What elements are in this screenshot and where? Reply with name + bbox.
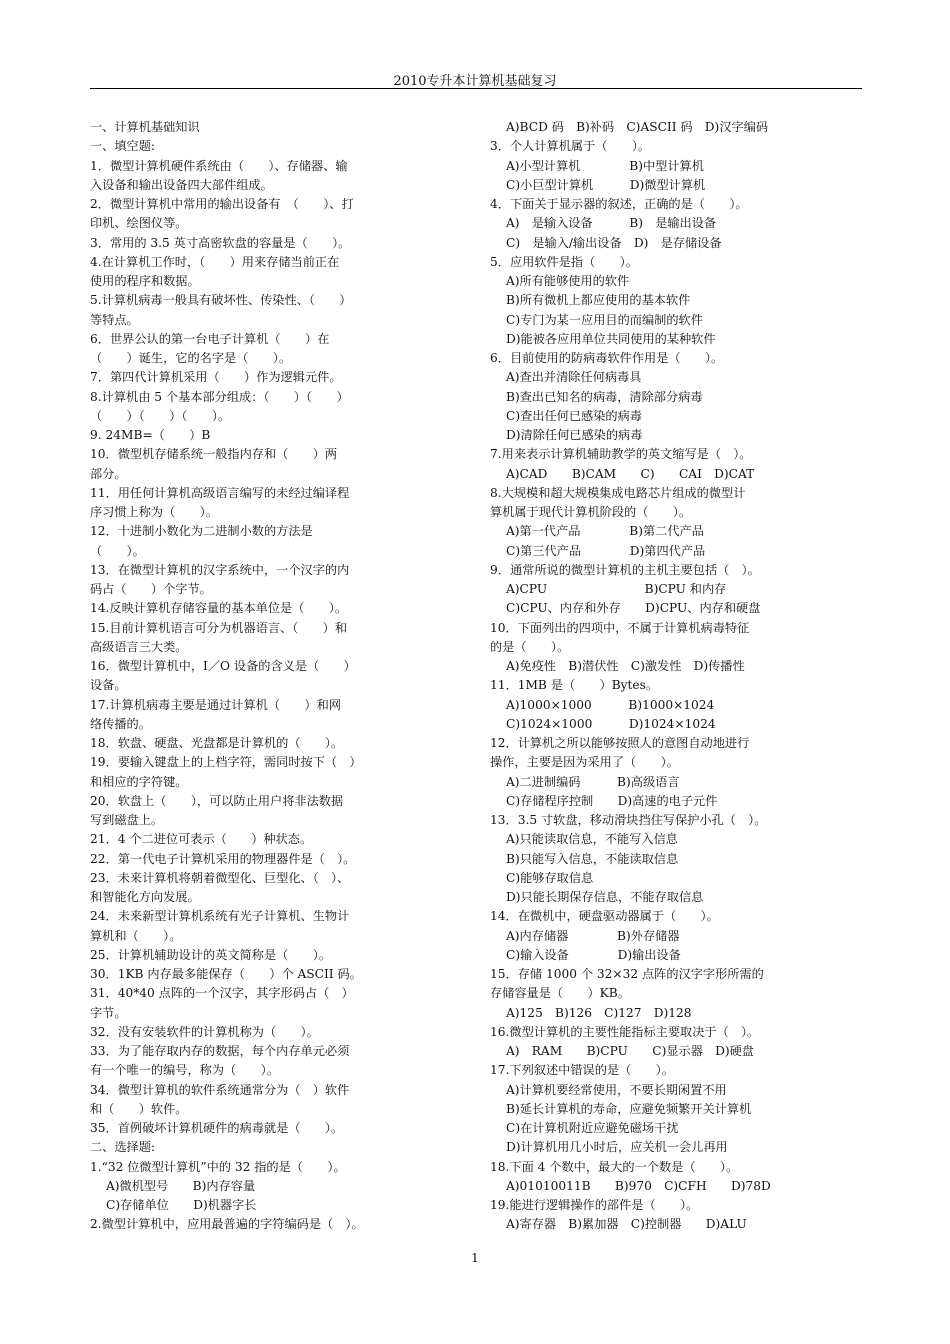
text-line: B)所有微机上都应使用的基本软件 (506, 293, 691, 308)
text-line: 使用的程序和数据。 (90, 274, 200, 288)
text-line: 34．微型计算机的软件系统通常分为（ ）软件 (90, 1082, 350, 1097)
text-line: C)专门为某一应用目的而编制的软件 (506, 312, 703, 327)
text-line: 9．通常所说的微型计算机的主机主要包括（ ）。 (490, 562, 760, 577)
text-line: 高级语言三大类。 (90, 639, 188, 654)
text-line: 1.“32 位微型计算机”中的 32 指的是（ ）。 (90, 1159, 346, 1174)
text-line: 2.微型计算机中，应用最普遍的字符编码是（ ）。 (90, 1217, 364, 1232)
text-line: 35．首例破坏计算机硬件的病毒就是（ ）。 (90, 1121, 344, 1135)
text-line: 一、计算机基础知识 (90, 120, 200, 134)
page-number: 1 (471, 1251, 479, 1265)
text-line: C)存储程序控制 D)高速的电子元件 (506, 793, 718, 808)
text-line: 操作，主要是因为采用了（ ）。 (490, 755, 679, 770)
text-line: A)125 B)126 C)127 D)128 (506, 1005, 692, 1020)
text-line: 和（ ）软件。 (90, 1101, 188, 1116)
text-line: 20．软盘上（ ），可以防止用户将非法数据 (90, 793, 344, 808)
text-line: 16.微型计算机的主要性能指标主要取决于（ ）。 (490, 1024, 760, 1039)
text-line: 二、选择题: (90, 1140, 156, 1155)
text-line: 8.计算机由 5 个基本部分组成：（ ）（ ） (90, 389, 349, 404)
text-line: A)小型计算机 B)中型计算机 (506, 158, 704, 173)
text-line: 33．为了能存取内存的数据，每个内存单元必须 (90, 1044, 350, 1058)
text-line: 入设备和输出设备四大部件组成。 (90, 177, 273, 192)
text-line: 10．下面列出的四项中，不属于计算机病毒特征 (490, 620, 750, 635)
text-line: 设备。 (90, 678, 127, 693)
text-line: 10．微型机存储系统一般指内存和（ ）两 (90, 447, 338, 462)
text-line: 部分。 (90, 466, 127, 481)
text-line: 14.反映计算机存储容量的基本单位是（ ）。 (90, 601, 348, 616)
text-line: 7.用来表示计算机辅助教学的英文缩写是（ ）。 (490, 447, 752, 462)
text-line: A)寄存器 B)累加器 C)控制器 D)ALU (506, 1217, 747, 1232)
text-line: 4.在计算机工作时，（ ）用来存储当前正在 (90, 254, 340, 269)
text-line: 印机、绘图仪等。 (90, 216, 188, 231)
text-line: 13．在微型计算机的汉字系统中，一个汉字的内 (90, 562, 350, 577)
text-line: 19.能进行逻辑操作的部件是（ ）。 (490, 1198, 699, 1212)
page-header-title: 2010专升本计算机基础复习 (393, 74, 557, 89)
text-line: C)能够存取信息 (506, 870, 594, 885)
text-line: A)CAD B)CAM C) CAI D)CAT (506, 466, 755, 481)
text-line: A)CPU B)CPU 和内存 (506, 582, 727, 596)
text-line: 25．计算机辅助设计的英文简称是（ ）。 (90, 947, 331, 962)
text-line: 的是（ ）。 (490, 639, 570, 654)
text-line: 字节。 (90, 1005, 127, 1020)
text-line: 1．微型计算机硬件系统由（ ）、存储器、输 (90, 158, 348, 173)
text-line: （ ）诞生，它的名字是（ ）。 (90, 351, 292, 365)
text-line: A)1000×1000 B)1000×1024 (506, 697, 715, 712)
text-line: 23．未来计算机将朝着微型化、巨型化、（ ）、 (90, 870, 350, 885)
text-line: 14．在微机中，硬盘驱动器属于（ ）。 (490, 909, 719, 924)
text-line: A)所有能够使用的软件 (506, 274, 630, 288)
text-line: （ ）。 (90, 543, 145, 558)
text-line: 9. 24MB=（ ）B (90, 428, 211, 442)
text-line: B)查出已知名的病毒，清除部分病毒 (506, 389, 703, 404)
text-line: A)计算机要经常使用，不要长期闲置不用 (506, 1082, 727, 1097)
text-line: 6．目前使用的防病毒软件作用是（ ）。 (490, 351, 724, 365)
text-line: C)CPU、内存和外存 D)CPU、内存和硬盘 (506, 601, 761, 616)
text-line: A)只能读取信息，不能写入信息 (506, 832, 678, 847)
text-line: 等特点。 (90, 312, 139, 327)
text-line: D)只能长期保存信息，不能存取信息 (506, 890, 704, 904)
text-line: 算机属于现代计算机阶段的（ ）。 (490, 505, 692, 519)
text-line: 和相应的字符键。 (90, 774, 188, 789)
text-line: A)第一代产品 B)第二代产品 (506, 524, 704, 539)
text-line: 32．没有安装软件的计算机称为（ ）。 (90, 1024, 319, 1039)
text-line: 写到磁盘上。 (90, 813, 164, 827)
text-line: A)BCD 码 B)补码 C)ASCII 码 D)汉字编码 (506, 120, 769, 134)
text-line: A)查出并清除任何病毒具 (506, 370, 642, 385)
text-line: C)在计算机附近应避免磁场干扰 (506, 1121, 679, 1135)
text-line: C)输入设备 D)输出设备 (506, 947, 681, 962)
text-line: 有一个唯一的编号，称为（ ）。 (90, 1063, 279, 1078)
text-line: 码占（ ）个字节。 (90, 582, 212, 596)
text-line: 13．3.5 寸软盘，移动滑块挡住写保护小孔（ ）。 (490, 813, 767, 827)
text-line: 19．要输入键盘上的上档字符，需同时按下（ ） (90, 755, 362, 770)
text-line: 31．40*40 点阵的一个汉字，其字形码占（ ） (90, 986, 354, 1001)
text-line: 序习惯上称为（ ）。 (90, 505, 218, 519)
text-line: A) RAM B)CPU C)显示器 D)硬盘 (506, 1044, 754, 1058)
text-line: 12．十进制小数化为二进制小数的方法是 (90, 524, 313, 539)
text-line: A)免疫性 B)潜伏性 C)激发性 D)传播性 (506, 659, 745, 673)
text-line: 3．个人计算机属于（ ）。 (490, 139, 651, 154)
text-line: 11．1MB 是（ ）Bytes。 (490, 678, 659, 693)
text-line: 12．计算机之所以能够按照人的意图自动地进行 (490, 736, 750, 750)
text-line: B)只能写入信息，不能读取信息 (506, 851, 679, 866)
text-line: B)延长计算机的寿命，应避免频繁开关计算机 (506, 1101, 752, 1116)
text-line: D)清除任何已感染的病毒 (506, 428, 643, 442)
text-line: 22．第一代电子计算机采用的物理器件是（ ）。 (90, 851, 356, 866)
text-line: 24．未来新型计算机系统有光子计算机、生物计 (90, 909, 350, 924)
text-line: C) 是输入/输出设备 D) 是存储设备 (506, 235, 722, 250)
text-line: C)1024×1000 D)1024×1024 (506, 716, 716, 731)
text-line: 3．常用的 3.5 英寸高密软盘的容量是（ ）。 (90, 235, 351, 250)
text-line: 18．软盘、硬盘、光盘都是计算机的（ ）。 (90, 736, 344, 750)
text-line: D)计算机用几小时后，应关机一会儿再用 (506, 1140, 728, 1155)
text-line: 和智能化方向发展。 (90, 890, 200, 904)
text-line: 存储容量是（ ）KB。 (490, 986, 630, 1001)
left-text-column (90, 118, 395, 1235)
text-line: C)查出任何已感染的病毒 (506, 408, 642, 423)
text-line: C)存储单位 D)机器字长 (106, 1198, 257, 1212)
text-line: 5.计算机病毒一般具有破坏性、传染性、（ ） (90, 293, 352, 308)
text-line: 15．存储 1000 个 32×32 点阵的汉字字形所需的 (490, 967, 764, 981)
text-line: 17.下列叙述中错误的是（ ）。 (490, 1063, 674, 1078)
text-line: 算机和（ ）。 (90, 928, 182, 943)
text-line: 4．下面关于显示器的叙述，正确的是（ ）。 (490, 197, 748, 211)
text-line: 11．用任何计算机高级语言编写的未经过编译程 (90, 485, 350, 500)
text-line: 一、填空题: (90, 139, 156, 154)
text-line: A)内存储器 B)外存储器 (506, 928, 680, 943)
text-line: 络传播的。 (90, 716, 151, 731)
text-line: A)二进制编码 B)高级语言 (506, 774, 680, 789)
text-line: 21．4 个二进位可表示（ ）种状态。 (90, 832, 313, 847)
text-line: 6．世界公认的第一台电子计算机（ ）在 (90, 331, 330, 346)
text-line: A) 是输入设备 B) 是输出设备 (506, 216, 717, 231)
text-line: 8.大规模和超大规模集成电路芯片组成的微型计 (490, 485, 746, 500)
right-text-column (490, 118, 800, 1235)
text-line: 7．第四代计算机采用（ ）作为逻辑元件。 (90, 370, 342, 385)
text-line: C)第三代产品 D)第四代产品 (506, 543, 706, 558)
text-line: C)小巨型计算机 D)微型计算机 (506, 177, 706, 192)
header-rule (90, 88, 862, 89)
text-line: 5．应用软件是指（ ）。 (490, 254, 638, 269)
text-line: 16．微型计算机中，I／O 设备的含义是（ ） (90, 659, 356, 673)
text-line: 17.计算机病毒主要是通过计算机（ ）和网 (90, 697, 341, 712)
text-line: D)能被各应用单位共同使用的某种软件 (506, 331, 716, 346)
text-line: 30．1KB 内存最多能保存（ ）个 ASCII 码。 (90, 967, 362, 981)
text-line: 15.目前计算机语言可分为机器语言、（ ）和 (90, 620, 348, 635)
text-line: （ ）（ ）（ ）。 (90, 408, 231, 423)
text-line: 2．微型计算机中常用的输出设备有 （ ）、打 (90, 197, 354, 211)
text-line: A)01010011B B)970 C)CFH D)78D (506, 1178, 771, 1193)
text-line: A)微机型号 B)内存容量 (106, 1178, 256, 1193)
text-line: 18.下面 4 个数中，最大的一个数是（ ）。 (490, 1159, 739, 1174)
